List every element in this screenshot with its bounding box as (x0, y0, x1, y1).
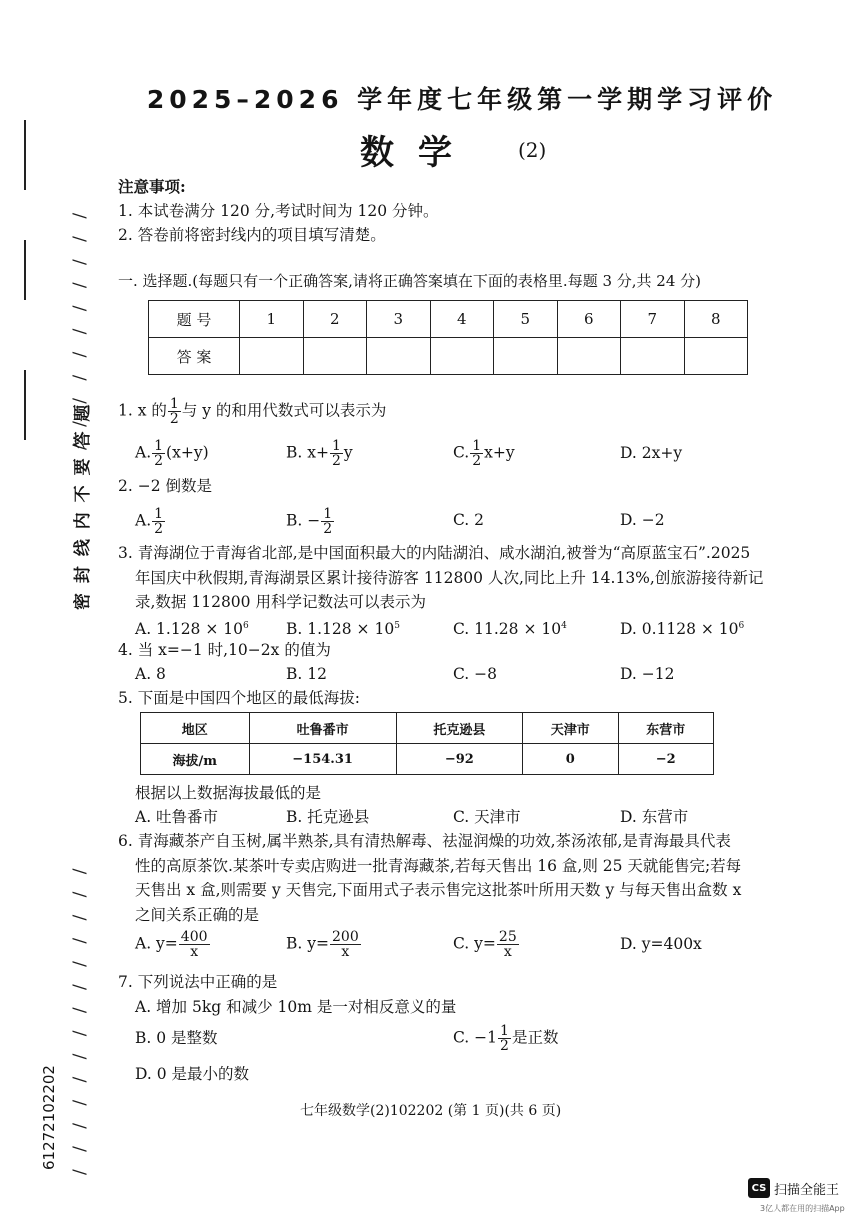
option-label: B. y= (286, 934, 329, 953)
subject-title: 数学 (360, 133, 476, 173)
numerator: 25 (498, 929, 517, 945)
denominator: 2 (323, 521, 333, 537)
exponent: 6 (243, 621, 249, 631)
fraction (330, 439, 343, 468)
answer-table-row-answers (149, 338, 748, 375)
binding-slashes-top: / / / / / / / / / / / (70, 206, 90, 450)
option-text: y (343, 443, 353, 462)
option-text: x+y (484, 443, 515, 462)
subject-number: (2) (518, 138, 547, 162)
option-label: B. − (286, 511, 321, 530)
header-cell: 天津市 (523, 713, 618, 744)
numerator: 1 (500, 1023, 509, 1039)
exam-title: 2025–2026 学年度七年级第一学期学习评价 (146, 85, 778, 114)
header-cell: 东营市 (618, 713, 713, 744)
q3-option-c (453, 616, 567, 639)
question-4-stem: 4. 当 x=−1 时,10−2x 的值为 (118, 641, 331, 659)
question-number-cell: 2 (303, 301, 367, 338)
answer-cell[interactable] (367, 338, 431, 375)
row-label-answer: 答 案 (149, 338, 240, 375)
page-footer: 七年级数学(2)102202 (第 1 页)(共 6 页) (300, 1103, 562, 1119)
q1-stem-pre: 1. x 的 (118, 401, 167, 420)
denominator: x (503, 944, 512, 960)
note-2: 2. 答卷前将密封线内的项目填写清楚。 (118, 226, 386, 244)
question-6-line-2: 性的高原茶饮.某茶叶专卖店购进一批青海藏茶,若每天售出 16 盒,则 25 天就能售完;若每 (135, 857, 742, 875)
q2-option-d: D. −2 (620, 511, 665, 529)
fraction (152, 439, 165, 468)
q6-option-a (135, 930, 211, 959)
question-number-cell: 1 (240, 301, 304, 338)
denominator: 2 (154, 453, 164, 469)
option-text: 是正数 (511, 1028, 559, 1047)
denominator: 2 (500, 1038, 509, 1054)
altitude-cell: −2 (618, 744, 713, 775)
q1-option-b (286, 439, 353, 468)
q3-option-d (620, 616, 744, 639)
q6-option-d: D. y=400x (620, 935, 702, 953)
option-label: A. y= (135, 934, 178, 953)
option-label: C. −1 (453, 1028, 498, 1047)
note-1: 1. 本试卷满分 120 分,考试时间为 120 分钟。 (118, 202, 439, 220)
q5-option-b: B. 托克逊县 (286, 808, 370, 826)
exponent: 4 (561, 621, 567, 631)
question-number-cell: 4 (430, 301, 494, 338)
option-text: C. 11.28 × 10 (453, 620, 562, 639)
q2-option-c: C. 2 (453, 511, 485, 529)
fraction (497, 930, 519, 959)
q5-option-c: C. 天津市 (453, 808, 521, 826)
option-label: A. (135, 511, 152, 530)
numerator: 1 (169, 396, 179, 412)
q2-option-b (286, 507, 335, 536)
numerator: 1 (331, 438, 341, 454)
q1-fraction (168, 397, 181, 426)
q1-option-a (135, 439, 209, 468)
option-text: (x+y) (166, 443, 209, 462)
answer-cell[interactable] (240, 338, 304, 375)
class-blank-line (24, 240, 26, 300)
section-heading: 一. 选择题.(每题只有一个正确答案,请将正确答案填在下面的表格里.每题 3 分,共 24 分) (118, 272, 702, 290)
name-blank-line (24, 120, 26, 190)
q3-option-b (286, 616, 400, 639)
altitude-table (140, 712, 714, 775)
exponent: 5 (394, 621, 400, 631)
question-number-cell: 5 (494, 301, 558, 338)
denominator: 2 (154, 521, 164, 537)
notes-heading: 注意事项: (118, 177, 186, 196)
answer-cell[interactable] (621, 338, 685, 375)
numerator: 1 (323, 506, 333, 522)
fraction (152, 507, 165, 536)
altitude-cell: −154.31 (249, 744, 396, 775)
q4-option-a: A. 8 (135, 665, 166, 683)
option-text: D. 0.1128 × 10 (620, 620, 739, 639)
q4-option-c: C. −8 (453, 665, 498, 683)
exponent: 6 (738, 621, 745, 631)
q1-option-d: D. 2x+y (620, 444, 683, 462)
q6-option-b (286, 930, 362, 959)
q1-option-c (453, 439, 515, 468)
denominator: x (190, 944, 199, 960)
seal-line-notice: 密 封 线 内 不 要 答 题 (73, 402, 93, 610)
header-cell: 地区 (141, 713, 250, 744)
denominator: 2 (331, 453, 341, 469)
row-label-cell: 海拔/m (141, 744, 250, 775)
paper-code: 61272102202 (40, 1065, 58, 1170)
denominator: 2 (169, 411, 179, 427)
question-5-question: 根据以上数据海拔最低的是 (135, 784, 322, 802)
q2-option-a (135, 507, 166, 536)
q3-option-a (135, 616, 249, 639)
numerator: 400 (180, 929, 208, 945)
question-7-stem: 7. 下列说法中正确的是 (118, 973, 278, 991)
header-cell: 托克逊县 (396, 713, 522, 744)
altitude-cell: 0 (523, 744, 618, 775)
question-6-line-3: 天售出 x 盒,则需要 y 天售完,下面用式子表示售完这批茶叶所用天数 y 与每天售出盒数 x (135, 881, 742, 899)
q5-option-d: D. 东营市 (620, 808, 689, 826)
q7-option-a: A. 增加 5kg 和减少 10m 是一对相反意义的量 (135, 998, 457, 1016)
scanner-watermark (748, 1178, 839, 1198)
altitude-table-row (141, 744, 714, 775)
q1-stem-post: 与 y 的和用代数式可以表示为 (181, 401, 387, 420)
question-number-cell: 7 (621, 301, 685, 338)
fraction (498, 1024, 511, 1053)
q5-option-a: A. 吐鲁番市 (135, 808, 219, 826)
option-text: B. 1.128 × 10 (286, 620, 395, 639)
fraction (330, 930, 361, 959)
numerator: 1 (472, 438, 482, 454)
binding-margin (18, 90, 93, 1175)
q4-option-b: B. 12 (286, 665, 327, 683)
brand-name: 扫描全能王 (774, 1182, 840, 1198)
question-3-line-3: 录,数据 112800 用科学记数法可以表示为 (135, 593, 426, 611)
answer-cell[interactable] (684, 338, 748, 375)
numerator: 1 (154, 506, 164, 522)
answer-cell[interactable] (557, 338, 621, 375)
question-3-line-2: 年国庆中秋假期,青海湖景区累计接待游客 112800 人次,同比上升 14.13%,创旅游接待新记 (135, 569, 764, 587)
q7-option-d: D. 0 是最小的数 (135, 1065, 250, 1083)
option-label: A. (135, 443, 152, 462)
denominator: x (341, 944, 350, 960)
binding-slashes-bottom: / / / / / / / / / / / / / / (70, 862, 90, 1175)
altitude-cell: −92 (396, 744, 522, 775)
fraction (470, 439, 483, 468)
fraction (179, 930, 210, 959)
question-number-cell: 3 (367, 301, 431, 338)
row-label-number: 题 号 (149, 301, 240, 338)
question-1-stem (118, 397, 386, 426)
numerator: 1 (154, 438, 164, 454)
number-blank-line (24, 370, 26, 440)
denominator: 2 (472, 453, 482, 469)
question-2-stem: 2. −2 倒数是 (118, 477, 212, 495)
q6-option-c (453, 930, 520, 959)
question-6-line-1: 6. 青海藏茶产自玉树,属半熟茶,具有清热解毒、祛湿润燥的功效,茶汤浓郁,是青海最具代表 (118, 832, 731, 850)
camscanner-logo-icon: CS (748, 1178, 770, 1198)
option-label: C. y= (453, 934, 496, 953)
answer-cell[interactable] (494, 338, 558, 375)
answer-table-row-numbers (149, 301, 748, 338)
fraction (321, 507, 334, 536)
question-number-cell: 6 (557, 301, 621, 338)
option-label: B. x+ (286, 443, 329, 462)
header-cell: 吐鲁番市 (249, 713, 396, 744)
q7-option-c (453, 1024, 558, 1053)
numerator: 200 (332, 929, 359, 945)
option-label: C. (453, 443, 470, 462)
answer-cell[interactable] (303, 338, 367, 375)
question-5-stem: 5. 下面是中国四个地区的最低海拔: (118, 689, 360, 707)
option-text: A. 1.128 × 10 (135, 620, 243, 639)
brand-tagline: 3亿人都在用的扫描App (760, 1204, 845, 1213)
question-3-line-1: 3. 青海湖位于青海省北部,是中国面积最大的内陆湖泊、咸水湖泊,被誉为“高原蓝宝石”.2025 (118, 544, 751, 562)
q7-option-b: B. 0 是整数 (135, 1029, 218, 1047)
answer-table (148, 300, 748, 375)
q4-option-d: D. −12 (620, 665, 675, 683)
question-number-cell: 8 (684, 301, 748, 338)
answer-cell[interactable] (430, 338, 494, 375)
altitude-table-header (141, 713, 714, 744)
question-6-line-4: 之间关系正确的是 (135, 906, 260, 924)
